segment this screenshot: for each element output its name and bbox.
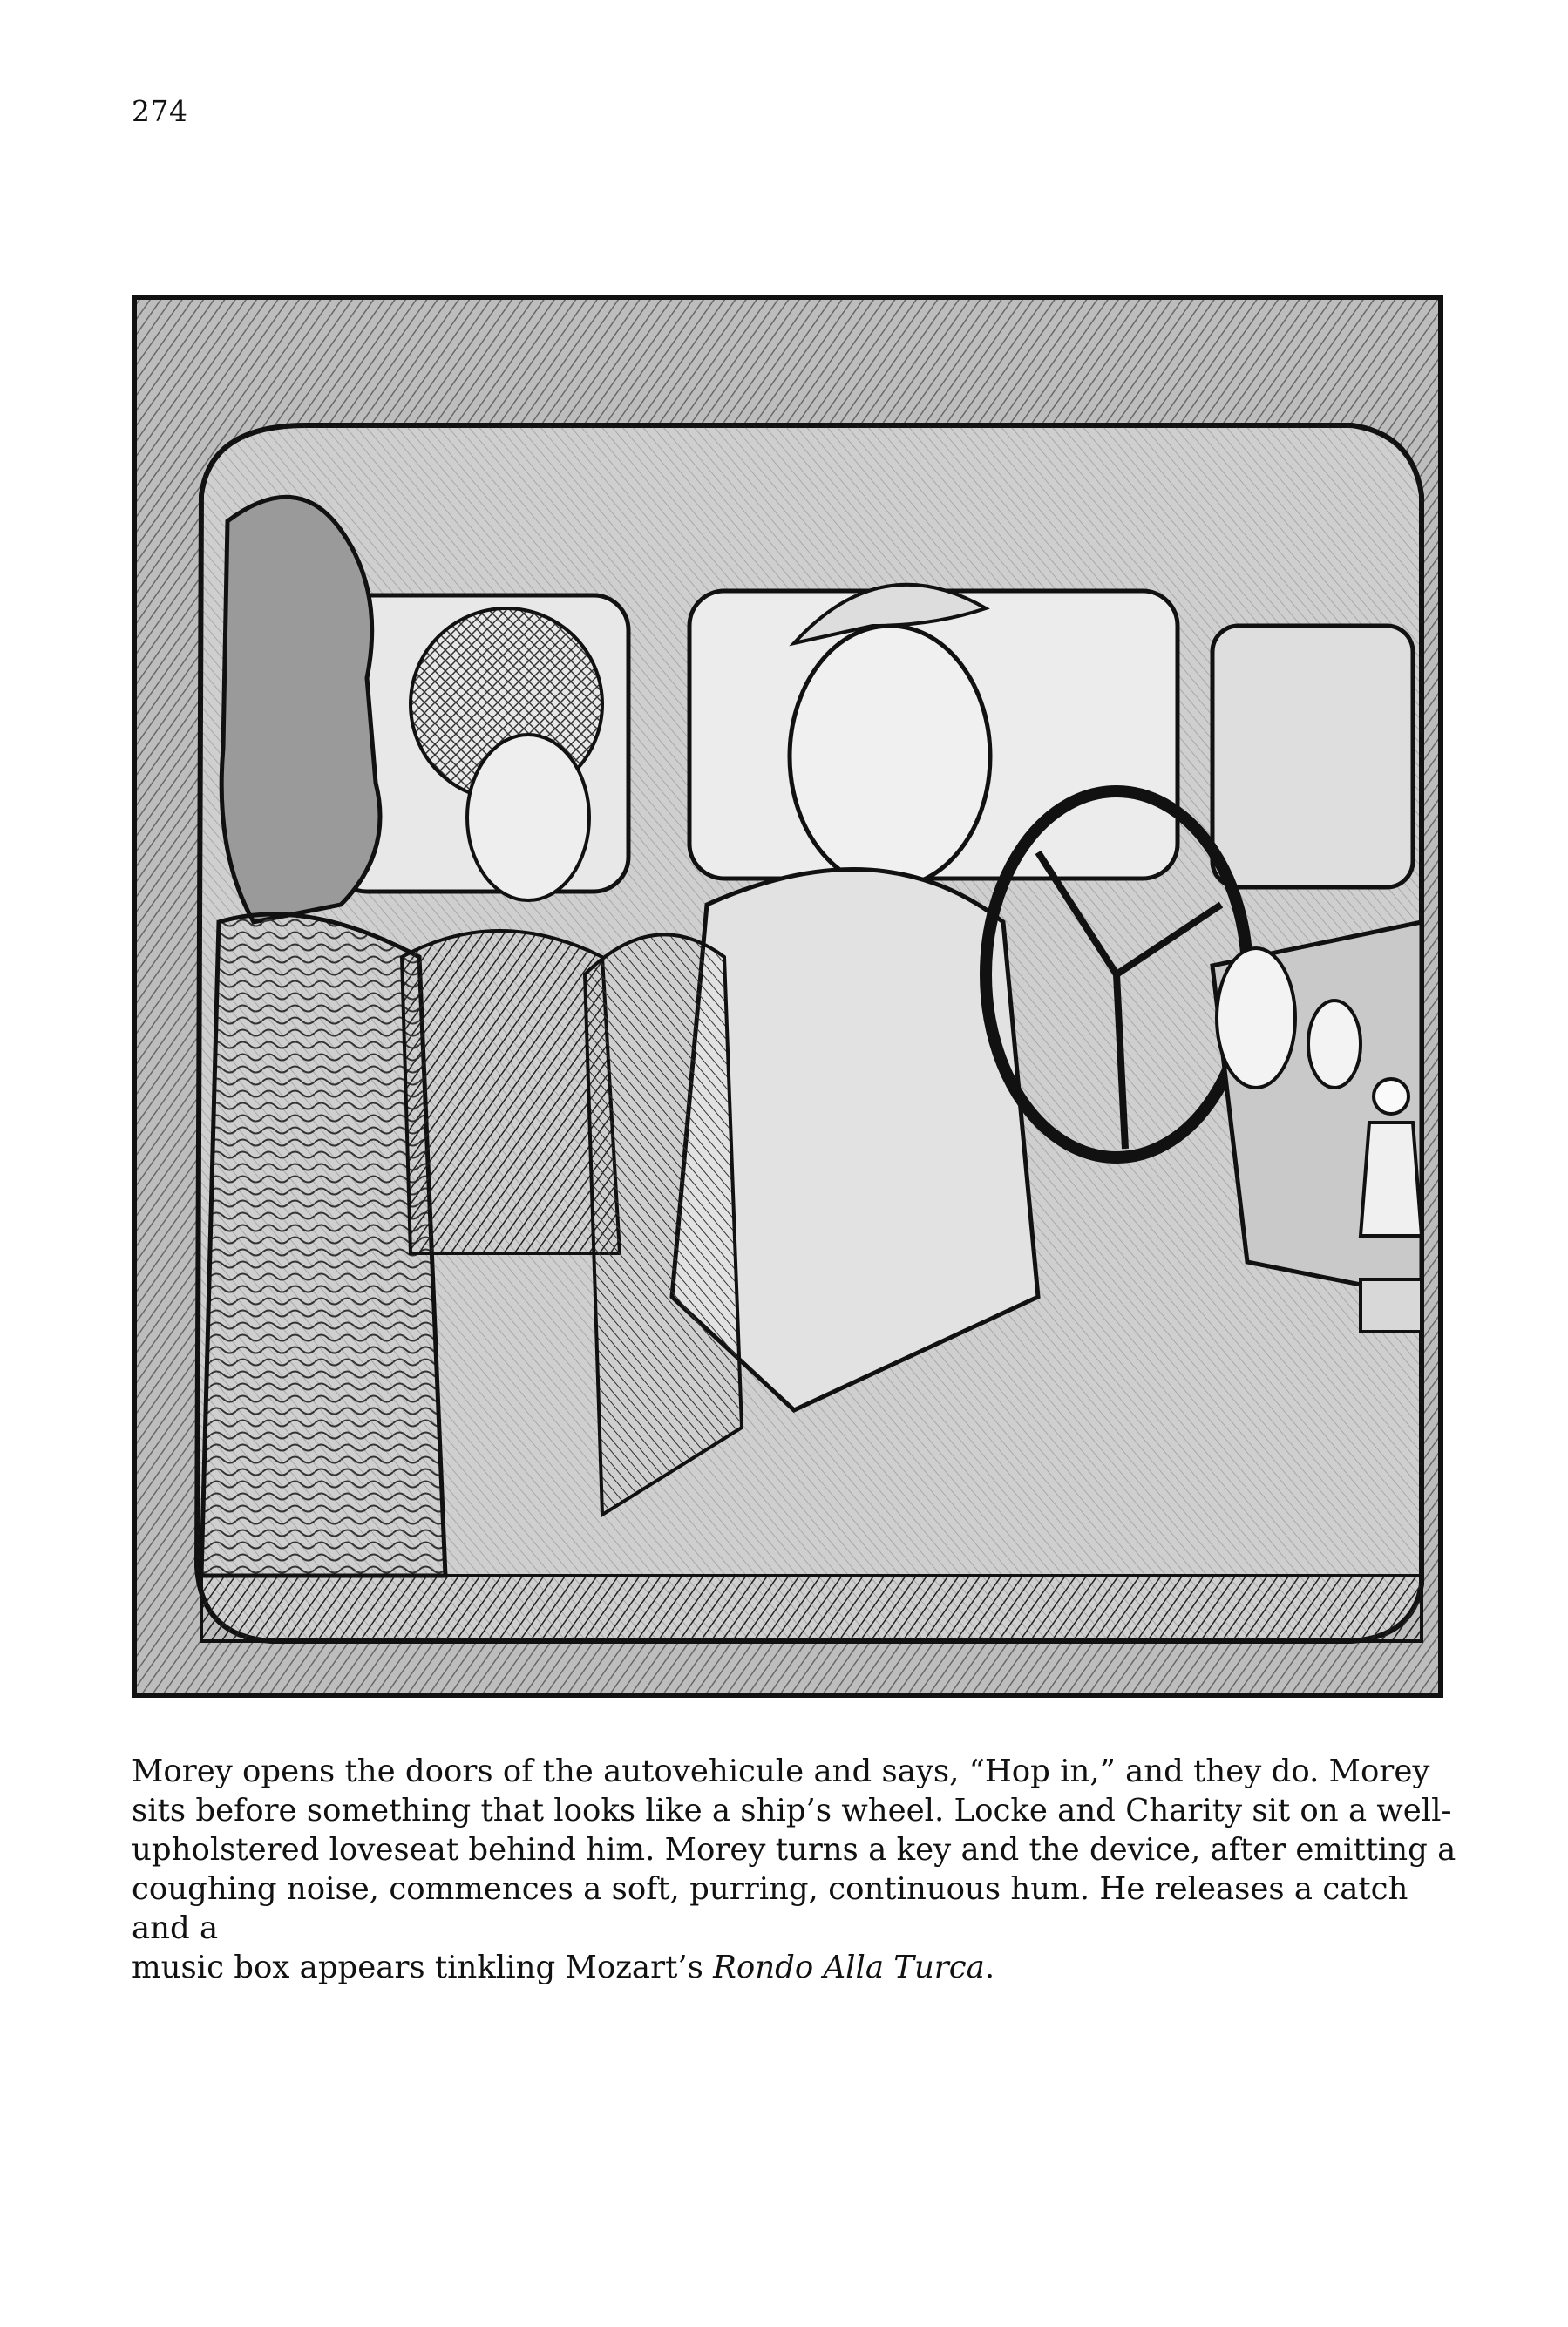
- car-interior-illustration: [132, 295, 1443, 1698]
- caption-line-tail: .: [984, 1950, 995, 1985]
- page-number: 274: [132, 94, 188, 128]
- caption-line: sits before something that looks like a ship’s wheel. Locke and Charity sit on a well-: [132, 1793, 1452, 1828]
- caption-line: [132, 1948, 1456, 1987]
- caption-line: coughing noise, commences a soft, purring, continuous hum. He releases a catch and a: [132, 1871, 1408, 1946]
- work-title: Rondo Alla Turca: [713, 1950, 985, 1985]
- caption-line: upholstered loveseat behind him. Morey turns a key and the device, after emitting a: [132, 1832, 1456, 1868]
- caption-line-text: music box appears tinkling Mozart’s: [132, 1950, 714, 1985]
- caption-text: [132, 1752, 1456, 1987]
- caption-line: Morey opens the doors of the autovehicule and says, “Hop in,” and they do. Morey: [132, 1754, 1430, 1789]
